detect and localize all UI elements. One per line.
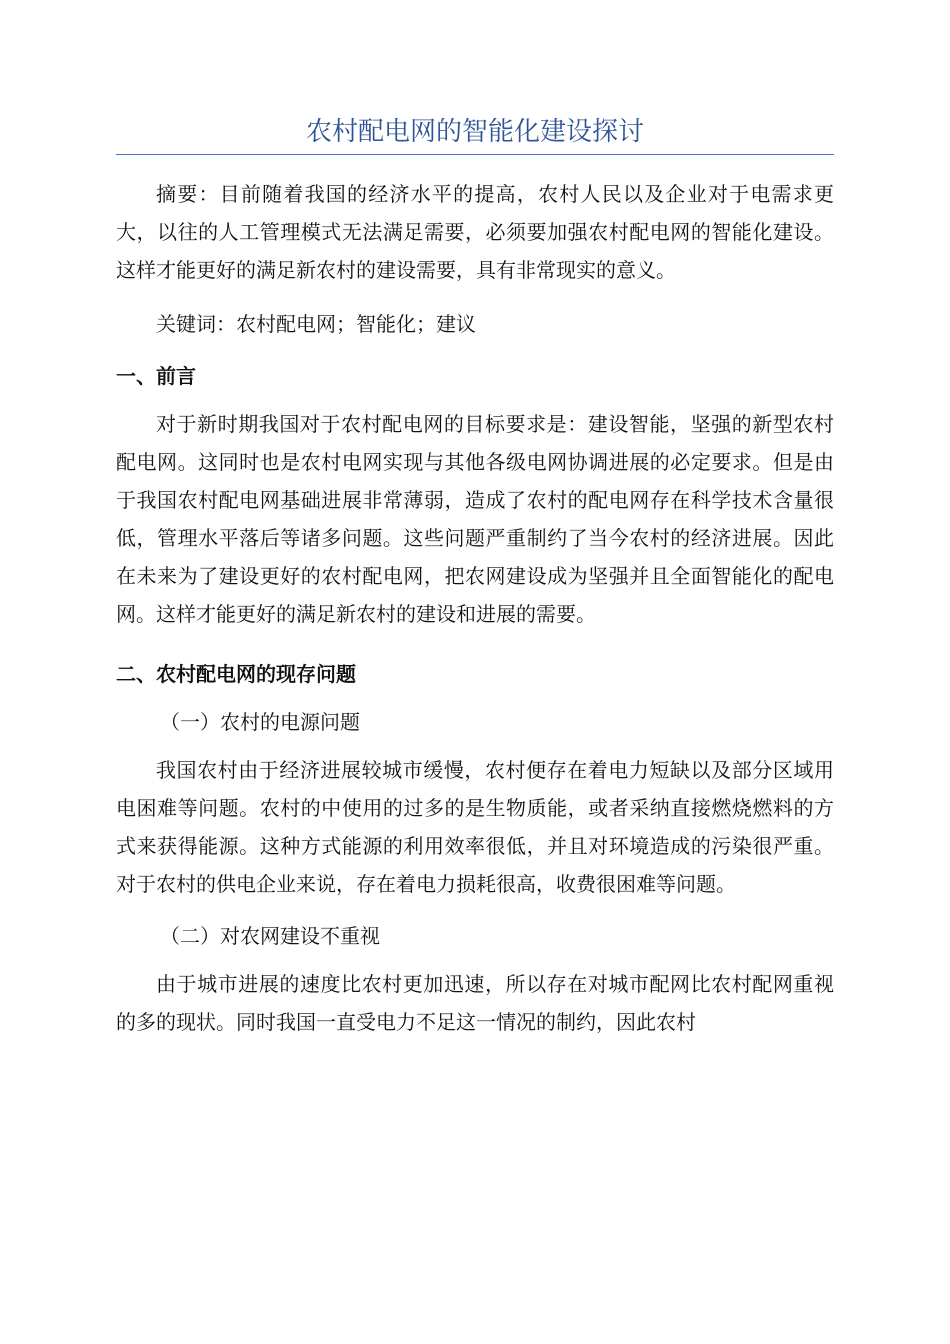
power-source-paragraph: 我国农村由于经济进展较城市缓慢，农村便存在着电力短缺以及部分区域用电困难等问题。农村的中使用的过多的是生物质能，或者采纳直接燃烧燃料的方式来获得能源。这种方式能源的利用效率很低，并且对环境造成的污染很严重。对于农村的供电企业来说，存在着电力损耗很高，收费很困难等问题。 <box>116 758 834 896</box>
keywords-paragraph: 关键词：农村配电网；智能化；建议 <box>156 312 476 336</box>
neglect-paragraph: 由于城市进展的速度比农村更加迅速，所以存在对城市配网比农村配网重视的多的现状。同时我国一直受电力不足这一情况的制约，因此农村 <box>116 972 834 1034</box>
subsection-heading-power-source: （一）农村的电源问题 <box>160 710 360 734</box>
subsection-heading-neglect: （二）对农网建设不重视 <box>160 924 380 948</box>
document-page <box>116 112 834 1041</box>
abstract-paragraph: 摘要：目前随着我国的经济水平的提高，农村人民以及企业对于电需求更大，以往的人工管理模式无法满足需要，必须要加强农村配电网的智能化建设。这样才能更好的满足新农村的建设需要，具有非常现实的意义。 <box>116 182 834 282</box>
preface-paragraph: 对于新时期我国对于农村配电网的目标要求是：建设智能，坚强的新型农村配电网。这同时也是农村电网实现与其他各级电网协调进展的必定要求。但是由于我国农村配电网基础进展非常薄弱，造成了农村的配电网存在科学技术含量很低，管理水平落后等诸多问题。这些问题严重制约了当今农村的经济进展。因此在未来为了建设更好的农村配电网，把农网建设成为坚强并且全面智能化的配电网。这样才能更好的满足新农村的建设和进展的需要。 <box>116 412 834 626</box>
section-heading-preface: 一、前言 <box>116 364 196 388</box>
section-heading-problems: 二、农村配电网的现存问题 <box>116 662 356 686</box>
document-title: 农村配电网的智能化建设探讨 <box>116 112 834 155</box>
